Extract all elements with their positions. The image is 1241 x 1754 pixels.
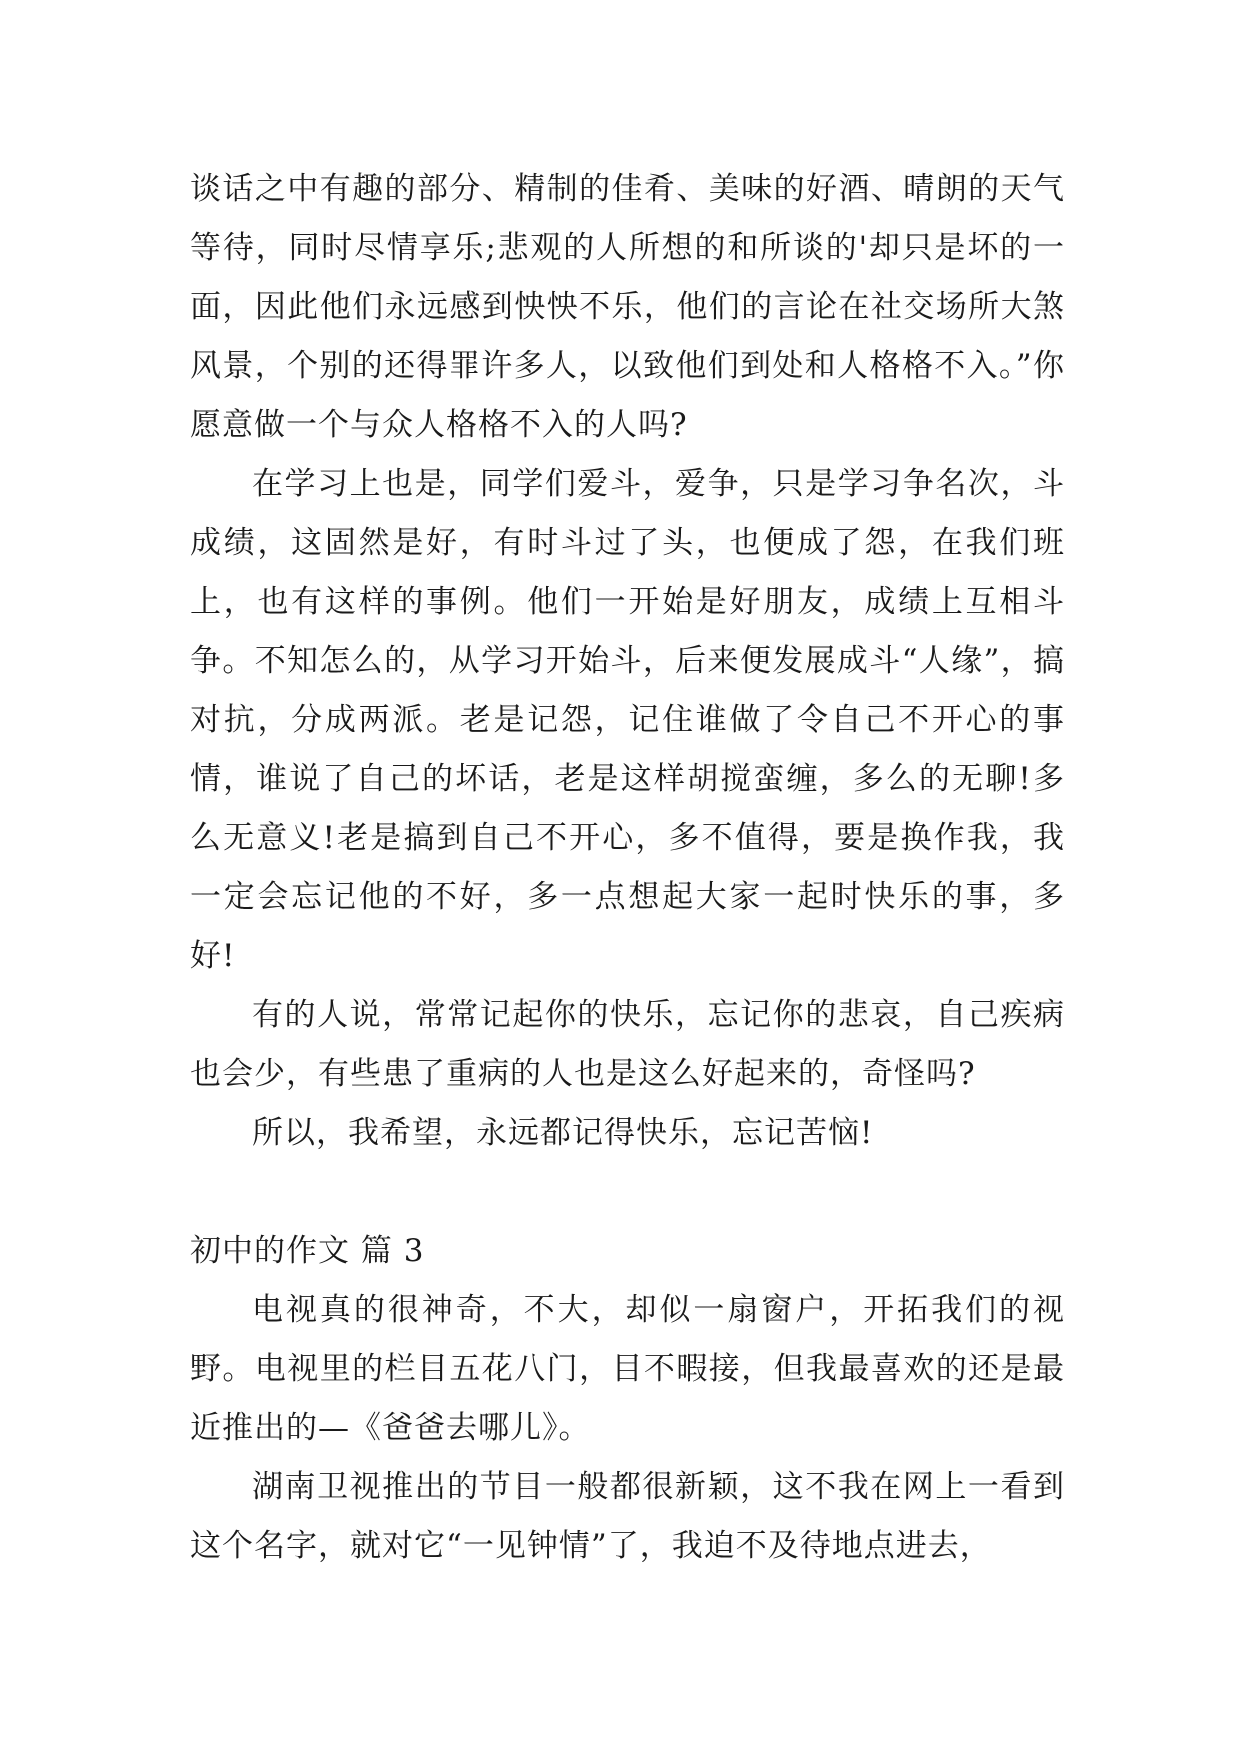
paragraph: 电视真的很神奇，不大，却似一扇窗户，开拓我们的视野。电视里的栏目五花八门，目不暇接，但我最喜欢的还是最近推出的—《爸爸去哪儿》。 bbox=[190, 1292, 1065, 1446]
paragraph: 有的人说，常常记起你的快乐，忘记你的悲哀，自己疾病也会少，有些患了重病的人也是这么好起来的，奇怪吗? bbox=[190, 997, 1065, 1092]
section-heading: 初中的作文 篇 3 bbox=[190, 1233, 425, 1269]
paragraph: 湖南卫视推出的节目一般都很新颖，这不我在网上一看到这个名字，就对它“一见钟情”了，我迫不及待地点进去， bbox=[190, 1469, 1065, 1564]
paragraph: 在学习上也是，同学们爱斗，爱争，只是学习争名次，斗成绩，这固然是好，有时斗过了头，也便成了怨，在我们班上，也有这样的事例。他们一开始是好朋友，成绩上互相斗争。不知怎么的，从学习开始斗，后来便发展成斗“人缘”，搞对抗，分成两派。老是记怨，记住谁做了令自己不开心的事情，谁说了自己的坏话，老是这样胡搅蛮缠，多么的无聊!多么无意义!老是搞到自己不开心，多不值得，要是换作我，我一定会忘记他的不好，多一点想起大家一起时快乐的事，多好! bbox=[190, 466, 1065, 974]
section-spacer bbox=[190, 1163, 1065, 1222]
paragraph: 谈话之中有趣的部分、精制的佳肴、美味的好酒、晴朗的天气等待，同时尽情享乐;悲观的人所想的和所谈的'却只是坏的一面，因此他们永远感到怏怏不乐，他们的言论在社交场所大煞风景，个别的还得罪许多人，以致他们到处和人格格不入。”你愿意做一个与众人格格不入的人吗? bbox=[190, 171, 1065, 443]
document-body bbox=[190, 160, 1065, 1576]
paragraph: 所以，我希望，永远都记得快乐，忘记苦恼! bbox=[252, 1115, 874, 1151]
